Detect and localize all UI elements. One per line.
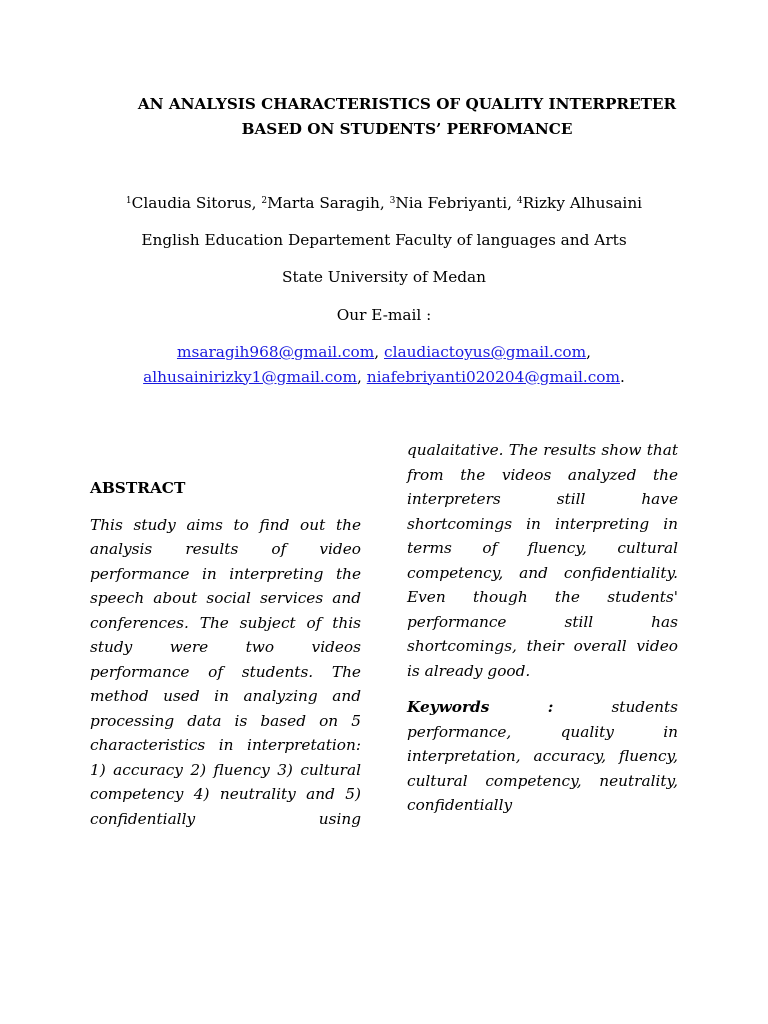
email-line-2: alhusainirizky1@gmail.com, niafebriyanti020204@gmail.com. — [143, 367, 625, 386]
author-4-name: Rizky Alhusaini — [522, 194, 643, 212]
keywords-label: Keywords : — [407, 698, 554, 716]
abstract-heading: ABSTRACT — [90, 479, 186, 497]
author-2-name: Marta Saragih — [267, 194, 380, 212]
email-line-1: msaragih968@gmail.com, claudiactoyus@gmail.com, — [176, 343, 592, 361]
author-3-number: 3 — [389, 196, 396, 206]
author-separator: , — [507, 194, 517, 212]
email-link-msaragih[interactable]: msaragih968@gmail.com — [176, 343, 375, 361]
abstract-text-right: qualaitative. The results show that from the videos analyzed the interpreters still have shortcomings in interpreting in terms of fluency, cultural competency, and confidentiality. Even though the students' performance still has shortcomings, their overall video is already good. — [407, 441, 678, 680]
right-column — [407, 438, 678, 818]
email-link-niafebriyanti[interactable]: niafebriyanti020204@gmail.com — [366, 367, 620, 386]
author-list — [0, 191, 768, 216]
keywords-text: students performance, quality in interpretation, accuracy, fluency, cultural competency, neutrality, confidentially — [407, 698, 678, 814]
author-1-number: 1 — [125, 196, 132, 206]
email-label: Our E-mail : — [336, 306, 432, 324]
affiliation-university: State University of Medan — [281, 268, 487, 286]
author-3-name: Nia Febriyanti — [395, 194, 508, 212]
email-link-alhusainirizky[interactable]: alhusainirizky1@gmail.com — [143, 367, 357, 386]
affiliation-department: English Education Departement Faculty of languages and Arts — [141, 231, 627, 249]
abstract-text-left: This study aims to find out the analysis results of video performance in interpreting the speech about social services and conferences. The subject of this study were two videos performance of students. The method used in analyzing and processing data is based on 5 characteristics in interpretation: 1) accuracy 2) fluency 3) cultural competency 4) neutrality and 5) confidentially using — [90, 515, 361, 828]
keywords-paragraph — [407, 695, 678, 818]
email-list — [0, 340, 768, 389]
author-1-name: Claudia Sitorus — [131, 194, 252, 212]
left-column — [90, 476, 361, 831]
email-link-claudiactoyus[interactable]: claudiactoyus@gmail.com — [384, 343, 587, 361]
author-4-number: 4 — [516, 196, 523, 206]
title-line-2: BASED ON STUDENTS’ PERFOMANCE — [241, 119, 573, 138]
author-separator: , — [379, 194, 390, 212]
title-line-1: AN ANALYSIS CHARACTERISTICS OF QUALITY INTERPRETER — [137, 95, 677, 113]
author-2-number: 2 — [261, 196, 268, 206]
author-separator: , — [251, 194, 262, 212]
paper-title — [0, 92, 768, 141]
